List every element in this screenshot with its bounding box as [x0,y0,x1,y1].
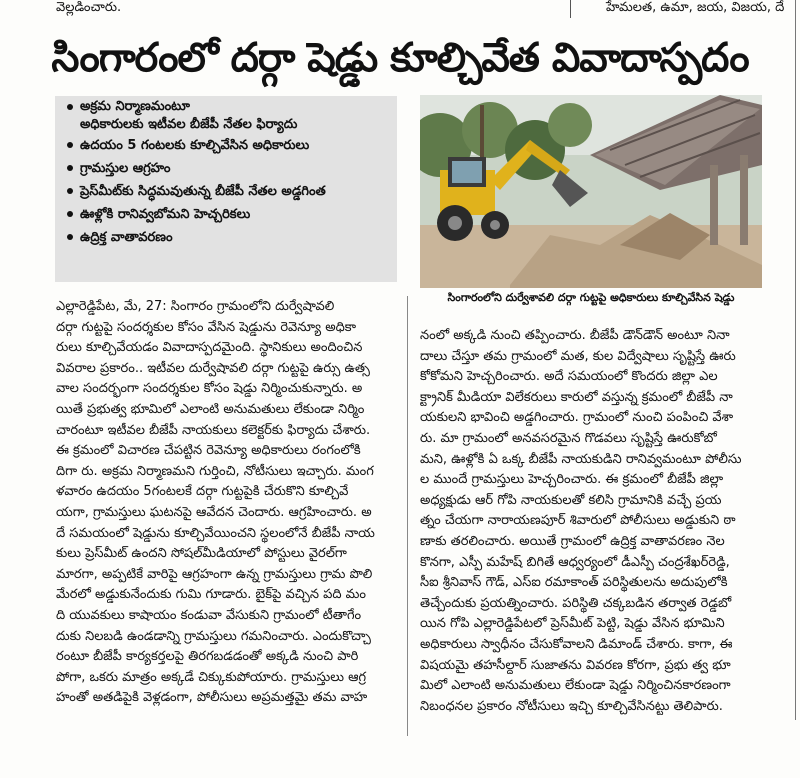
article-line: తెచ్చేందుకు ప్రయత్నించారు. పరిస్థితి చక్కబడిన తర్వాత రెడ్డబో [420,595,732,611]
highlight-text: ఊళ్లోకి రానివ్వబోమని హెచ్చరికలు [80,207,251,222]
article-line: యగా, గ్రామస్తులు ఘటనపై ఆవేదన చెందారు. ఆగ్రహించారు. అ [56,504,372,520]
article-line: నంలో అక్కడి నుంచి తప్పించారు. బీజేపీ డౌన్‌డౌన్ అంటూ నినా [420,328,730,343]
demolition-scene-illustration [420,95,762,288]
article-line: చారంటూ ఇటీవల బీజేపీ నాయకులు కలెక్టర్‌కు ఫిర్యాదు చేశారు. [56,422,371,438]
highlight-text: ఉద్రిక్త వాతావరణం [80,230,173,245]
highlight-item [67,226,397,249]
article-line: రులు కూల్చివేయడం వివాదాస్పదమైంది. స్థానికులు అందించిన [56,340,363,356]
article-line: వాల సందర్భంగా సందర్శకుల కోసం షెడ్డు నిర్మించుకున్నారు. అ [56,381,363,397]
article-line: కొనగా, ఎస్పీ మహేష్ బిగితే ఆధ్వర్యంలో డీఎస్పీ చంద్రశేఖర్‌రెడ్డి, [420,554,730,570]
article-line: నిబంధనల ప్రకారం నోటీసులు ఇచ్చి కూల్చివేసినట్టు తెలిపారు. [420,698,723,714]
bullet-icon [67,234,73,240]
article-line: రు. మా గ్రామంలో అనవసరమైన గొడవలు సృష్టిస్తే ఊరుకోబో [420,430,717,446]
highlight-item [67,180,397,203]
highlight-text: ప్రెస్‌మీట్‌కు సిద్ధమవుతున్న బీజేపీ నేతల అడ్డగింత [80,184,326,199]
bullet-icon [67,104,73,110]
article-line: రంటూ బీజేపీ కార్యకర్తలపై తిరగబడడంతో అక్కడి నుంచి పారి [56,649,359,665]
headline: సింగారంలో దర్గా షెడ్డు కూల్చివేత వివాదాస్పదం [51,35,749,81]
article-column-left [56,297,400,709]
previous-article-tail: వెల్లడించారు. [56,0,122,15]
article-line: విషయమై తహసీల్దార్ సుజాతను వివరణ కోరగా, ప్రభు త్వ భూ [420,657,731,673]
article-line: ఎల్లారెడ్డిపేట, మే, 27: సింగారం గ్రామంలోని దుర్వేషావలి [56,299,335,314]
article-line: దిగా రు. అక్రమ నిర్మాణమని గుర్తించి, నోటీసులు ఇచ్చారు. మంగ [56,463,374,479]
highlight-item [67,203,397,226]
bullet-icon [67,142,73,148]
article-line: యితే ప్రభుత్వ భూమిలో ఎలాంటి అనుమతులు లేకుండా నిర్మిం [56,401,365,417]
article-line: కోకోమని హెచ్చరించారు. అదే సమయంలో కొందరు జిల్లా ఎల [420,369,718,385]
bullet-icon [67,211,73,217]
article-line: త్నం చేయగా నారాయణపూర్ శివారులో పోలీసులు అడ్డుకుని ఠా [420,513,736,529]
article-line: పోగా, ఒకరు మాత్రం అక్కడే చిక్కుకుపోయారు. గ్రామస్తులు ఆగ్ర [56,669,367,685]
highlight-text: గ్రామస్తుల ఆగ్రహం [80,161,171,176]
highlight-item [67,98,397,134]
article-line: ది యువకులు కాషాయం కండువా వేసుకుని గ్రామంలో టీతాగేం [56,607,362,623]
article-line: మేరలో అడ్డుకునేందుకు గుమి గూడారు. బైక్‌పై వచ్చిన పది మం [56,587,367,603]
article-line: దాలు చేస్తూ తమ గ్రామంలో మత, కుల విద్వేషాలు సృష్టిస్తే ఊరు [420,348,736,364]
article-line: సీఐ శ్రీనివాస్ గౌడ్, ఎస్ఐ రమాకాంత్ పరిస్థితులను అదుపులోకి [420,575,728,591]
article-line: యిన గోపి ఎల్లారెడ్డిపేటలో ప్రెస్‌మీట్ పెట్టి, షెడ్డు వేసిన భూమిని [420,616,725,632]
highlight-item [67,157,397,180]
news-photo [420,95,762,288]
article-line: ఈ క్రమంలో విచారణ చేపట్టిన రెవెన్యూ అధికారులు రంగంలోకి [56,443,361,459]
page-frame-line [795,0,796,720]
article-line: క్ట్రానిక్ మీడియా విలేకరులు కారులో వస్తున్న క్రమంలో బీజేపీ నా [420,389,733,405]
highlight-item [67,134,397,157]
photo-caption: సింగారంలోని దుర్వేశావలి దర్గా గుట్టపై అధికారులు కూల్చివేసిన షెడ్డు [447,291,735,304]
column-divider [407,296,408,736]
article-line: మారగా, అప్పటికే వారిపై ఆగ్రహంగా ఉన్న గ్రామస్తులు గ్రామ పొలి [56,566,373,582]
bullet-icon [67,165,73,171]
article-line: ల ముందే గ్రామస్తులు హెచ్చరించారు. ఈ క్రమంలో బీజేపీ జిల్లా [420,472,724,488]
article-line: అధికారులు స్వాధీనం చేసుకోవాలని డిమాండ్ చేశారు. కాగా, ఈ [420,636,733,652]
column-divider-top [570,0,571,18]
highlight-text: ఉదయం 5 గంటలకు కూల్చివేసిన అధికారులు [80,138,310,153]
article-line: వివరాల ప్రకారం.. ఇటీవల దుర్వేషావలి దర్గా గుట్టపై ఉర్సు ఉత్స [56,360,370,376]
article-line: కులు ప్రెస్‌మీట్ ఉందని సోషల్‌మీడియాలో పోస్టులు వైరల్‌గా [56,546,347,562]
article-line: దే సమయంలో షెడ్డును కూల్చివేయించని స్థలంలోనే బీజేపీ నాయ [56,525,375,541]
article-line: మిలో ఎలాంటి అనుమతులు లేకుండా షెడ్డు నిర్మించినకారణంగా [420,678,731,694]
adjacent-article-tail: హేమలత, ఉమా, జయ, విజయ, దే [606,0,785,15]
article-line: ళవారం ఉదయం 5గంటలకే దర్గా గుట్టపైకి చేరుకొని కూల్చివే [56,484,349,500]
article-line: మని, ఊళ్లోకి ఏ ఒక్క బీజేపీ నాయకుడిని రానివ్వమంటూ పోలీసు [420,451,742,467]
article-line: దర్గా గుట్టపై సందర్శకుల కోసం వేసిన షెడ్డును రెవెన్యూ అధికా [56,319,357,335]
highlight-text: అక్రమ నిర్మాణమంటూ అధికారులకు ఇటీవల బీజేపీ నేతల ఫిర్యాదు [80,99,298,132]
article-line: అధ్యక్షుడు ఆర్ గోపి నాయకులతో కలిసి గ్రామానికి వచ్చే ప్రయ [420,492,722,508]
article-line: హంతో అతడిపైకి వెళ్లడంగా, పోలీసులు అప్రమత్తమై తమ వాహ [56,690,368,706]
article-line: ణాకు తరలించారు. అయితే గ్రామంలో ఉద్రిక్త వాతావరణం నెల [420,533,725,549]
article-line: దుకు నిలబడి ఉండడాన్ని గ్రామస్తులు గమనించారు. ఎందుకొచ్చా [56,628,371,644]
article-column-right [420,326,764,717]
article-line: యకులని భావించి అడ్డగించారు. గ్రామంలో నుంచి పంపించి వేశా [420,410,734,426]
bullet-icon [67,188,73,194]
highlights-box [55,96,397,282]
